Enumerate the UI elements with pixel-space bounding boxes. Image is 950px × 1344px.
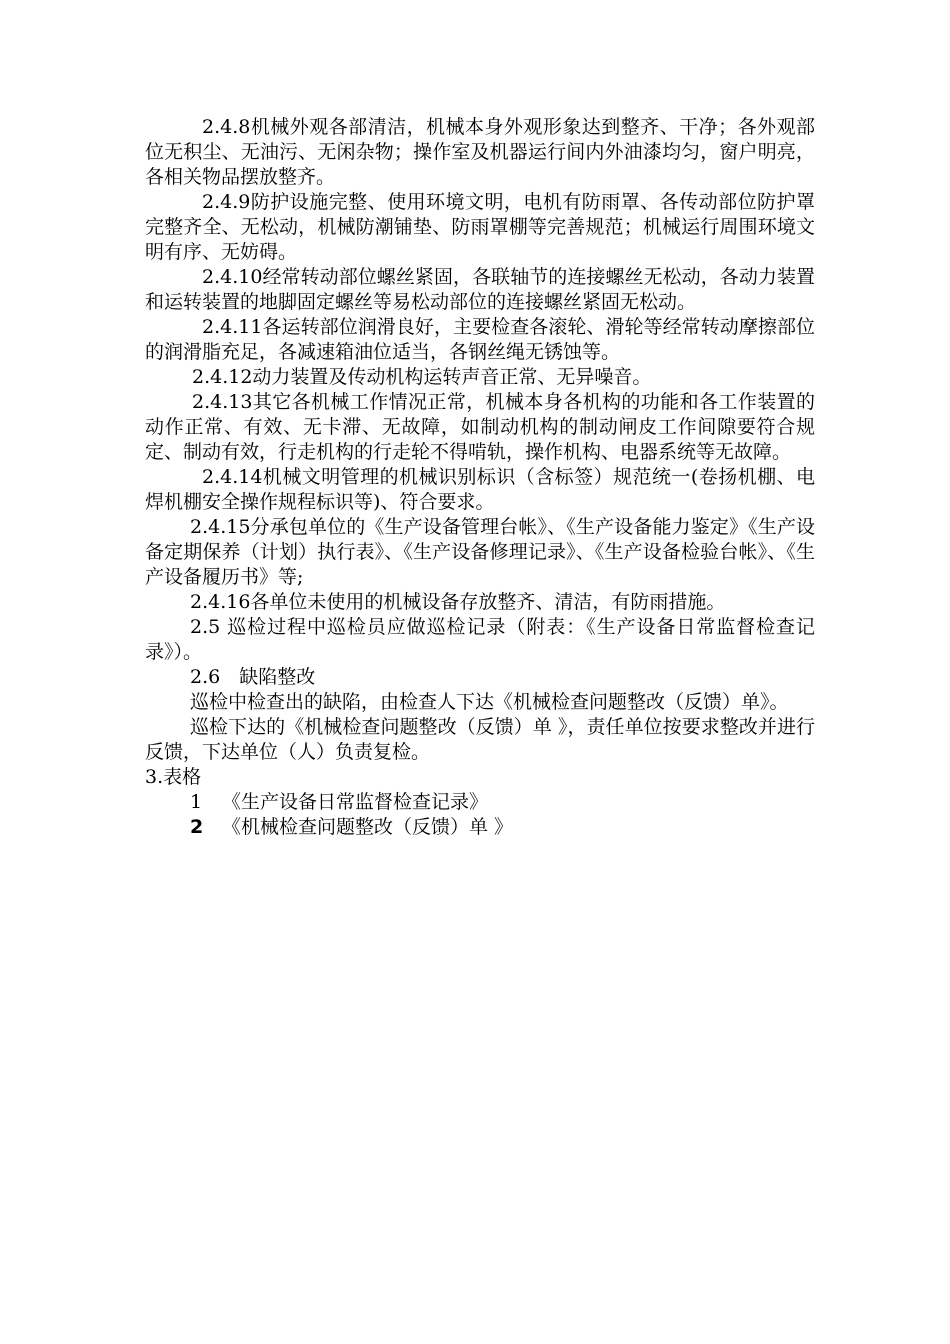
section-3-heading: 3.表格 [145, 766, 202, 788]
table-list [145, 790, 815, 840]
clause-2-5: 2.5 巡检过程中巡检员应做巡检记录（附表：《生产设备日常监督检查记录》）。 [145, 616, 815, 663]
clause-2-6-body-1: 巡检中检查出的缺陷，由检查人下达《机械检查问题整改（反馈）单》。 [190, 691, 789, 713]
list-item-title: 《机械检查问题整改（反馈）单 》 [222, 816, 514, 838]
clause-2-4-15: 2.4.15分承包单位的《生产设备管理台帐》、《生产设备能力鉴定》《生产设备定期保养（计划）执行表》、《生产设备修理记录》、《生产设备检验台帐》、《生产设备履历书》等; [145, 516, 815, 588]
clause-2-4-9: 2.4.9防护设施完整、使用环境文明，电机有防雨罩、各传动部位防护罩完整齐全、无松动，机械防潮铺垫、防雨罩棚等完善规范；机械运行周围环境文明有序、无妨碍。 [145, 191, 815, 263]
clause-2-6-heading: 2.6 缺陷整改 [190, 666, 316, 688]
list-item [145, 790, 815, 815]
clause-2-6-body-2: 巡检下达的《机械检查问题整改（反馈）单 》，责任单位按要求整改并进行反馈，下达单位（人）负责复检。 [145, 716, 815, 763]
list-item [145, 815, 815, 840]
clause-2-4-14: 2.4.14机械文明管理的机械识别标识（含标签）规范统一(卷扬机棚、电焊机棚安全操作规程标识等)、符合要求。 [145, 466, 815, 513]
clause-2-4-11: 2.4.11各运转部位润滑良好，主要检查各滚轮、滑轮等经常转动摩擦部位的润滑脂充足，各减速箱油位适当，各钢丝绳无锈蚀等。 [145, 316, 815, 363]
clause-2-4-12: 2.4.12动力装置及传动机构运转声音正常、无异噪音。 [192, 366, 652, 388]
list-item-number: 1 [190, 791, 203, 813]
list-item-number: 2 [190, 816, 204, 838]
document-page [145, 115, 815, 840]
clause-2-4-16: 2.4.16各单位未使用的机械设备存放整齐、清洁，有防雨措施。 [190, 591, 726, 613]
clause-2-4-10: 2.4.10经常转动部位螺丝紧固，各联轴节的连接螺丝无松动，各动力装置和运转装置的地脚固定螺丝等易松动部位的连接螺丝紧固无松动。 [145, 266, 815, 313]
list-item-title: 《生产设备日常监督检查记录》 [222, 791, 489, 813]
clause-2-4-13: 2.4.13其它各机械工作情况正常，机械本身各机构的功能和各工作装置的动作正常、有效、无卡滞、无故障，如制动机构的制动闸皮工作间隙要符合规定、制动有效，行走机构的行走轮不得啃轨，操作机构、电器系统等无故障。 [145, 391, 815, 463]
clause-2-4-8: 2.4.8机械外观各部清洁，机械本身外观形象达到整齐、干净；各外观部位无积尘、无油污、无闲杂物；操作室及机器运行间内外油漆均匀，窗户明亮，各相关物品摆放整齐。 [145, 116, 815, 188]
